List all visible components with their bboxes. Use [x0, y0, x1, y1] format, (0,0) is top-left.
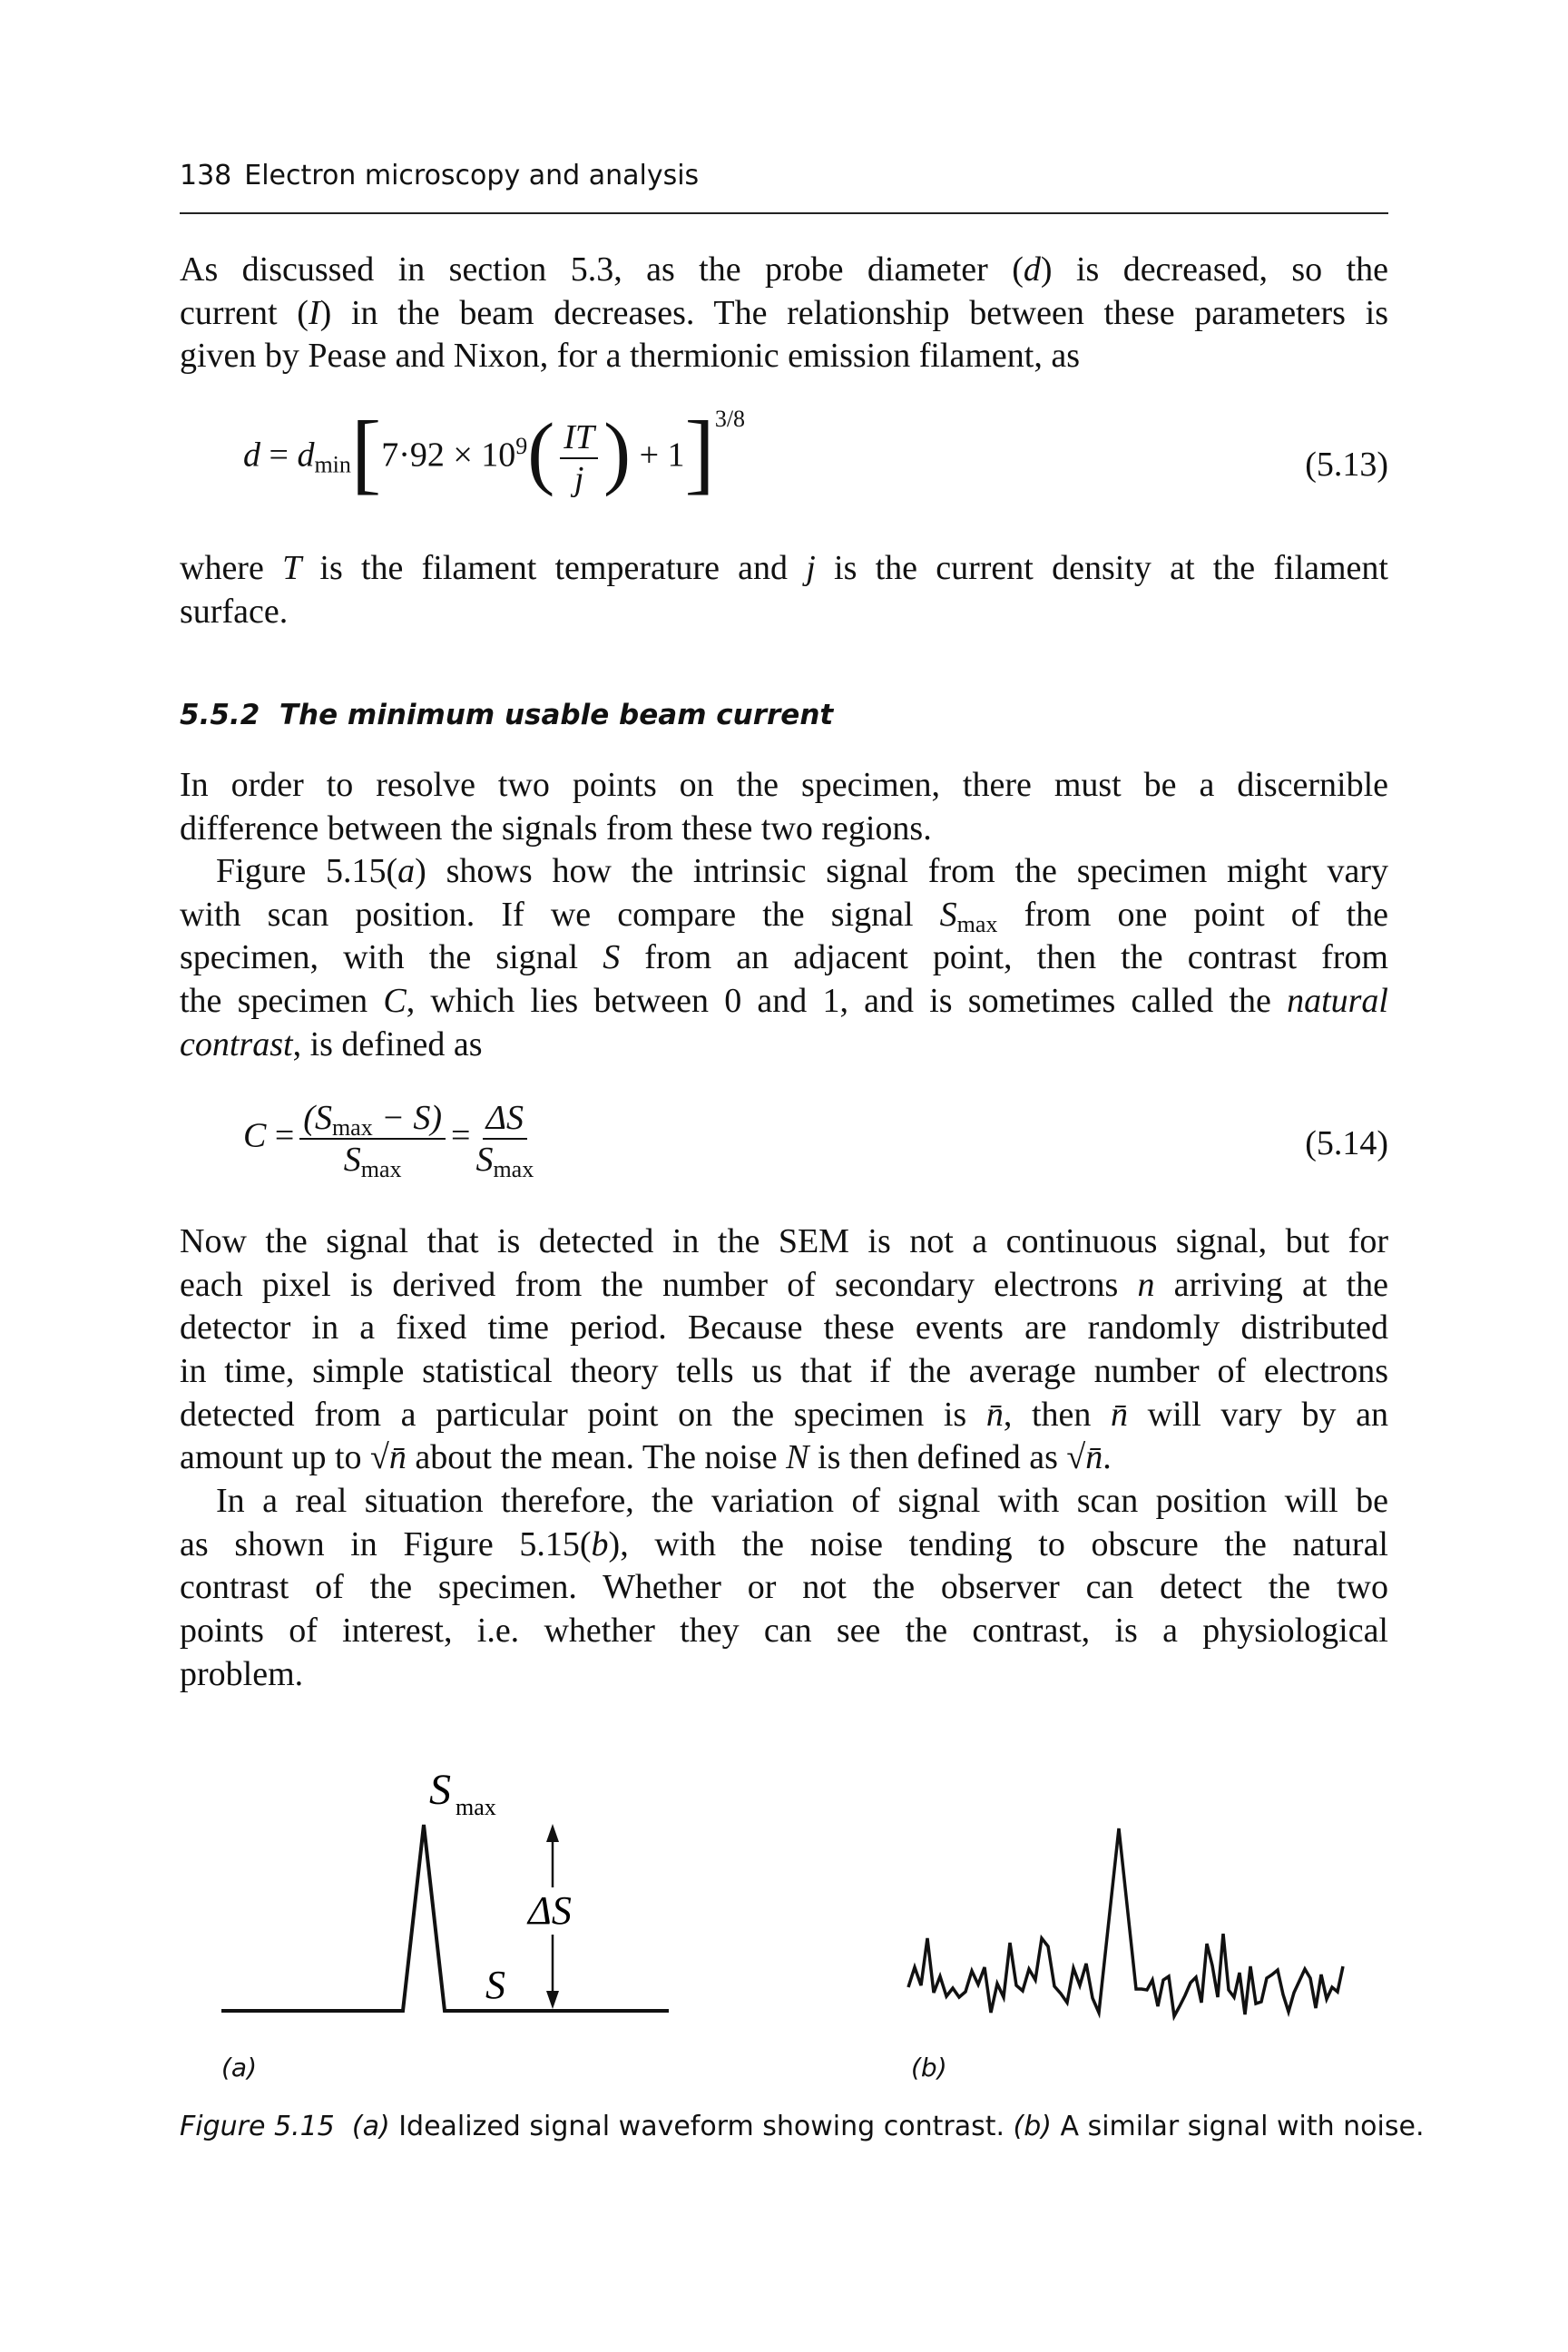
numerator: (S: [303, 1099, 332, 1137]
equation-number: (5.14): [1305, 1124, 1388, 1162]
caption-b: (b): [1013, 2111, 1052, 2142]
italic-text: T: [282, 549, 302, 587]
paragraph-where: [180, 547, 1388, 633]
equation-5-13: [180, 402, 1388, 508]
text-run: about the mean. The noise: [406, 1438, 787, 1477]
text-run: amount up to √: [180, 1438, 389, 1477]
text-run: the specimen: [180, 982, 384, 1021]
section-title: The minimum usable beam current: [279, 699, 834, 731]
arrowhead-up-icon: [546, 1824, 559, 1842]
eq-sign: =: [269, 436, 289, 475]
caption-figure-number: Figure 5.15: [180, 2111, 335, 2142]
text-run: detector in a fixed time period. Because these events are randomly distributed: [180, 1308, 1388, 1348]
italic-text: n̄: [985, 1395, 1004, 1434]
smax-label: S: [429, 1766, 451, 1814]
text-line: [180, 1024, 1388, 1067]
italic-text: S: [603, 938, 621, 977]
text-line: [180, 1566, 1388, 1610]
waveform-b: [908, 1828, 1343, 2016]
text-line: [180, 335, 1388, 378]
text-run: ) in the beam decreases. The relationship between these parameters is: [319, 293, 1388, 332]
text-run: is the filament temperature and: [301, 549, 807, 587]
text-run: will vary by an: [1128, 1395, 1388, 1434]
italic-text: d: [1023, 250, 1041, 289]
right-bracket: ]: [684, 402, 715, 503]
italic-text: S: [939, 895, 957, 934]
text-run: specimen, with the signal: [180, 938, 603, 977]
running-header: [180, 160, 711, 191]
text-line: [180, 764, 1388, 808]
text-line: [180, 1480, 1388, 1524]
eq-sign: =: [451, 1116, 471, 1155]
equation-5-14: [180, 1098, 1388, 1189]
page-number: 138: [180, 160, 232, 191]
eq-power: 3/8: [714, 406, 746, 433]
text-run: ) is decreased, so the: [1040, 250, 1388, 289]
text-run: current (: [180, 293, 309, 332]
italic-text: a: [397, 852, 416, 890]
text-run: points of interest, i.e. whether they can see the contrast, is a physiological: [180, 1612, 1388, 1651]
figure-5-15: [0, 1724, 1568, 2069]
numerator-rest: − S): [372, 1099, 443, 1137]
text-run: As discussed in section 5.3, as the probe diameter (: [180, 250, 1024, 289]
text-line: [180, 1436, 1388, 1480]
text-line: [180, 1307, 1388, 1350]
text-run: Now the signal that is detected in the SEM is not a continuous signal, but for: [180, 1222, 1388, 1260]
eq-subscript: max: [360, 1156, 402, 1182]
text-run: each pixel is derived from the number of secondary electrons: [180, 1265, 1138, 1304]
text-line: [180, 292, 1388, 336]
delta-s-label: ΔS: [528, 1888, 572, 1933]
waveform-a: [221, 1825, 669, 2011]
paragraph-real-situation: [180, 1480, 1388, 1696]
caption-a-text: Idealized signal waveform showing contrast.: [389, 2111, 1014, 2142]
text-run: where: [180, 549, 283, 587]
text-run: .: [1102, 1438, 1112, 1477]
italic-text: j: [806, 549, 816, 587]
caption-b-text: A similar signal with noise.: [1052, 2111, 1425, 2142]
italic-text: natural: [1287, 982, 1388, 1021]
italic-text: N: [786, 1438, 809, 1477]
denominator: S: [475, 1141, 494, 1179]
italic-text: I: [308, 293, 320, 332]
text-line: [180, 808, 1388, 851]
eq-subscript: min: [314, 451, 351, 478]
text-run: arriving at the: [1154, 1265, 1388, 1304]
s-label: S: [485, 1963, 505, 2007]
paragraph-probe-diameter: [180, 249, 1388, 378]
smax-subscript: max: [456, 1794, 496, 1820]
text-run: with scan position. If we compare the signal: [180, 895, 940, 934]
text-run: from an adjacent point, then the contrast from: [620, 938, 1388, 977]
section-heading: [180, 699, 833, 731]
italic-text: n: [1137, 1265, 1155, 1304]
section-number: 5.5.2: [180, 699, 260, 731]
eq-var: d: [297, 436, 315, 475]
figure-caption: [180, 2111, 1425, 2142]
fraction: [299, 1098, 446, 1180]
italic-text: n̄: [1111, 1395, 1129, 1434]
eq-var: d: [243, 436, 260, 475]
text-run: contrast of the specimen. Whether or not the observer can detect the two: [180, 1568, 1388, 1607]
text-line: [180, 1524, 1388, 1567]
eq-var: C: [243, 1116, 267, 1155]
text-run: , which lies between 0 and 1, and is sometimes called the: [406, 982, 1288, 1021]
text-line: [180, 980, 1388, 1024]
eq-subscript: max: [331, 1114, 373, 1141]
italic-text: b: [591, 1524, 609, 1563]
text-run: , then: [1003, 1395, 1112, 1434]
running-title: Electron microscopy and analysis: [244, 160, 700, 191]
text-line: [180, 1350, 1388, 1394]
paragraph-noise: [180, 1220, 1388, 1480]
text-run: problem.: [180, 1654, 304, 1693]
text-line: [180, 1264, 1388, 1308]
text-line: [180, 591, 1388, 634]
text-line: [180, 894, 1388, 937]
text-line: [180, 1653, 1388, 1697]
text-line: [180, 547, 1388, 591]
text-line: [180, 249, 1388, 292]
panel-label-b: (b): [911, 2053, 947, 2082]
text-run: , is defined as: [292, 1024, 483, 1063]
italic-text: C: [383, 982, 407, 1021]
text-run: ) shows how the intrinsic signal from the specimen might vary: [415, 852, 1388, 890]
text-run: difference between the signals from these two regions.: [180, 808, 932, 848]
fraction: [560, 417, 598, 499]
paragraph-resolve: [180, 764, 1388, 850]
equation-number: (5.13): [1305, 446, 1388, 484]
subscript: max: [956, 910, 998, 937]
header-rule: [180, 212, 1388, 214]
eq-plus-one: + 1: [639, 436, 685, 475]
numerator: IT: [560, 417, 598, 459]
text-line: [180, 936, 1388, 980]
denominator: j: [573, 460, 584, 498]
text-run: detected from a particular point on the specimen is: [180, 1395, 986, 1434]
text-run: in time, simple statistical theory tells us that if the average number of electrons: [180, 1352, 1388, 1391]
text-run: is the current density at the filament: [815, 549, 1388, 587]
eq-exponent: 9: [515, 433, 528, 460]
paragraph-contrast: [180, 850, 1388, 1066]
text-run: from one point of the: [997, 895, 1388, 934]
text-run: given by Pease and Nixon, for a thermionic emission filament, as: [180, 337, 1080, 376]
text-run: is then defined as √: [808, 1438, 1086, 1477]
left-bracket: [: [350, 402, 382, 503]
italic-text: contrast: [180, 1024, 293, 1063]
text-line: [180, 1394, 1388, 1437]
text-run: as shown in Figure 5.15(: [180, 1524, 592, 1563]
text-line: [180, 850, 1388, 894]
left-paren: (: [527, 407, 555, 497]
text-run: ), with the noise tending to obscure the natural: [608, 1524, 1388, 1563]
panel-label-a: (a): [221, 2053, 258, 2082]
denominator: S: [343, 1141, 361, 1179]
right-paren: ): [603, 407, 632, 497]
eq-coefficient: 7·92 × 10: [381, 436, 516, 475]
text-line: [180, 1610, 1388, 1653]
arrowhead-down-icon: [546, 1991, 559, 2009]
numerator: ΔS: [483, 1098, 527, 1140]
fraction: [475, 1098, 534, 1180]
text-run: Figure 5.15(: [216, 852, 398, 890]
eq-sign: =: [274, 1116, 295, 1155]
caption-a: (a): [351, 2111, 390, 2142]
text-run: In order to resolve two points on the specimen, there must be a discernible: [180, 766, 1388, 804]
text-run: In a real situation therefore, the variation of signal with scan position will be: [216, 1482, 1388, 1520]
text-line: [180, 1220, 1388, 1264]
italic-text: n̄: [388, 1438, 407, 1477]
eq-subscript: max: [493, 1156, 534, 1182]
text-run: surface.: [180, 592, 289, 631]
italic-text: n̄: [1085, 1438, 1103, 1477]
